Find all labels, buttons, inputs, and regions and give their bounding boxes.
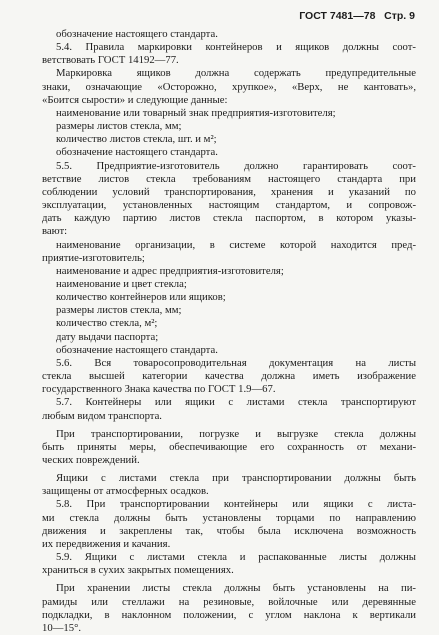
text-line: храниться в сухих закрытых помещениях. xyxy=(42,564,234,577)
text-line: защищены от атмосферных осадков. xyxy=(42,485,209,498)
text-line: количество контейнеров или ящиков; xyxy=(56,291,226,304)
page-number: Стр. 9 xyxy=(384,10,415,22)
text-line: 10—15°. xyxy=(42,621,82,634)
text-line: При хранении листы стекла должны быть установлены на пи- xyxy=(56,582,416,595)
text-line: любым видом транспорта. xyxy=(42,409,162,422)
text-line: движения и закреплены так, чтобы была исключена возможность xyxy=(42,524,416,537)
text-line: ми стекла должны быть установлены торцами по направлению xyxy=(42,511,416,524)
text-line: обозначение настоящего стандарта. xyxy=(56,343,218,356)
text-line: количество стекла, м²; xyxy=(56,317,158,330)
text-line: количество листов стекла, шт. и м²; xyxy=(56,133,217,146)
text-line: знаки, означающие «Осторожно, хрупкое», «Верх, не кантовать», xyxy=(42,80,416,93)
text-line: размеры листов стекла, мм; xyxy=(56,304,182,317)
text-line: вают: xyxy=(42,225,68,238)
text-line: 5.9. Ящики с листами стекла и распакованные листы должны xyxy=(56,551,416,564)
text-line: ветствовать ГОСТ 14192—77. xyxy=(42,54,179,67)
text-line: рамиды или стеллажи на резиновые, войлочные или деревянные xyxy=(42,595,416,608)
text-line: наименование и цвет стекла; xyxy=(56,277,187,290)
text-line: «Боится сырости» и следующие данные: xyxy=(42,93,228,106)
text-line: ческих повреждений. xyxy=(42,454,140,466)
text-line: обозначение настоящего стандарта. xyxy=(56,146,218,159)
text-line: быть приняты меры, обеспечивающие его сохранность от механи- xyxy=(42,440,416,453)
text-line: эксплуатации, установленных настоящим стандартом, и сопровож- xyxy=(42,199,416,212)
text-line: соблюдении условий транспортирования, хранения и указаний по xyxy=(42,185,416,198)
text-line: их передвижения и качания. xyxy=(42,537,171,550)
text-line: 5.6. Вся товаросопроводительная документация на листы xyxy=(56,356,416,369)
text-line: приятие-изготовитель; xyxy=(42,251,145,264)
text-line: 5.4. Правила маркировки контейнеров и ящиков должны соот- xyxy=(56,41,416,54)
text-line: обозначение настоящего стандарта. xyxy=(56,28,218,40)
text-line: наименование и адрес предприятия-изготовителя; xyxy=(56,264,284,277)
text-line: стекла высшей категории качества должна иметь изображение xyxy=(42,370,416,383)
text-line: дату выдачи паспорта; xyxy=(56,330,159,343)
text-line: дать каждую партию листов стекла паспортом, в котором указы- xyxy=(42,212,416,225)
standard-number: ГОСТ 7481—78 xyxy=(299,10,376,22)
document-body xyxy=(42,28,416,635)
text-line: наименование организации, в системе которой находится пред- xyxy=(56,238,416,251)
text-line: подкладки, в наклонном положении, с углом наклона к вертикали xyxy=(42,608,416,621)
text-line: государственного Знака качества по ГОСТ 1.9—67. xyxy=(42,383,276,396)
text-line: ветствие листов стекла требованиям настоящего стандарта при xyxy=(42,172,416,185)
text-line: При транспортировании, погрузке и выгрузке стекла должны xyxy=(56,427,416,440)
text-line: Ящики с листами стекла при транспортировании должны быть xyxy=(56,472,416,485)
text-line: размеры листов стекла, мм; xyxy=(56,120,182,133)
page-header xyxy=(299,10,415,22)
text-line: Маркировка ящиков должна содержать предупредительные xyxy=(56,67,416,80)
text-line: наименование или товарный знак предприятия-изготовителя; xyxy=(56,106,336,119)
text-line: 5.7. Контейнеры или ящики с листами стекла транспортируют xyxy=(56,396,416,409)
text-line: 5.8. При транспортировании контейнеры или ящики с листа- xyxy=(56,498,416,511)
text-line: 5.5. Предприятие-изготовитель должно гарантировать соот- xyxy=(56,159,416,172)
